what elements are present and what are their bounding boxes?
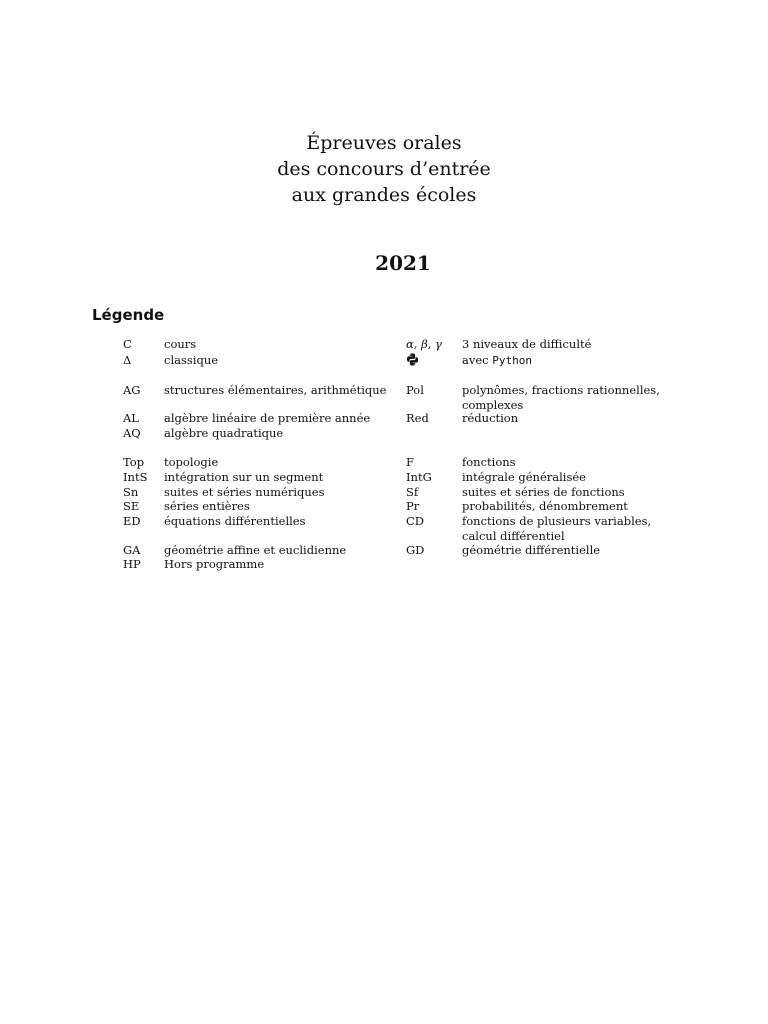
legend-description: fonctions xyxy=(462,455,516,469)
legend-description: suites et séries de fonctions xyxy=(462,485,625,499)
legend-description: fonctions de plusieurs variables, calcul différentiel xyxy=(462,514,652,543)
legend-code: AL xyxy=(123,411,139,425)
legend-left-column xyxy=(123,337,393,577)
legend-code: Sn xyxy=(123,485,139,499)
legend-code: C xyxy=(123,337,132,351)
legend-code: AG xyxy=(123,383,141,397)
legend-code: Top xyxy=(123,455,145,469)
legend-description: suites et séries numériques xyxy=(164,485,325,499)
legend-description: algèbre linéaire de première année xyxy=(164,411,371,425)
legend-description: cours xyxy=(164,337,197,351)
legend-code: CD xyxy=(406,514,425,528)
legend-code: Δ xyxy=(123,353,132,367)
legend-description: intégration sur un segment xyxy=(164,470,324,484)
difficulty-levels-code: α, β, γ xyxy=(406,337,442,351)
python-prefix: avec xyxy=(462,353,493,367)
legend-code: Pol xyxy=(406,383,424,397)
legend-description: équations différentielles xyxy=(164,514,306,528)
legend-code: GD xyxy=(406,543,425,557)
legend-code xyxy=(406,353,419,368)
legend-heading: Légende xyxy=(92,306,165,324)
legend-description: intégrale généralisée xyxy=(462,470,586,484)
legend-description: Hors programme xyxy=(164,557,265,571)
title-line-1: Épreuves orales xyxy=(306,132,462,154)
legend-code: Sf xyxy=(406,485,419,499)
legend-code: IntS xyxy=(123,470,148,484)
legend-description: géométrie différentielle xyxy=(462,543,601,557)
title-line-3: aux grandes écoles xyxy=(291,184,477,206)
document-title xyxy=(0,130,768,208)
python-word: Python xyxy=(492,354,533,367)
title-line-2: des concours d’entrée xyxy=(277,158,491,180)
legend-code: HP xyxy=(123,557,141,571)
legend-description: topologie xyxy=(164,455,219,469)
legend-description: structures élémentaires, arithmétique xyxy=(164,383,387,397)
legend-code: ED xyxy=(123,514,141,528)
legend-description: 3 niveaux de difficulté xyxy=(462,337,592,351)
legend-code: Pr xyxy=(406,499,420,513)
legend-code: AQ xyxy=(123,426,141,440)
legend-code: GA xyxy=(123,543,141,557)
legend-description: géométrie affine et euclidienne xyxy=(164,543,347,557)
legend-code: SE xyxy=(123,499,140,513)
legend-description: réduction xyxy=(462,411,519,425)
legend-code: F xyxy=(406,455,414,469)
legend-description: probabilités, dénombrement xyxy=(462,499,628,513)
legend-description: polynômes, fractions rationnelles, complexes xyxy=(462,383,660,412)
python-logo-icon xyxy=(406,353,419,366)
year-heading: 2021 xyxy=(375,251,431,275)
legend-code: Red xyxy=(406,411,429,425)
legend-code: IntG xyxy=(406,470,432,484)
legend-description: séries entières xyxy=(164,499,250,513)
legend-description: classique xyxy=(164,353,219,367)
legend-description xyxy=(462,353,686,369)
legend-description: algèbre quadratique xyxy=(164,426,284,440)
legend-right-column xyxy=(406,337,686,577)
